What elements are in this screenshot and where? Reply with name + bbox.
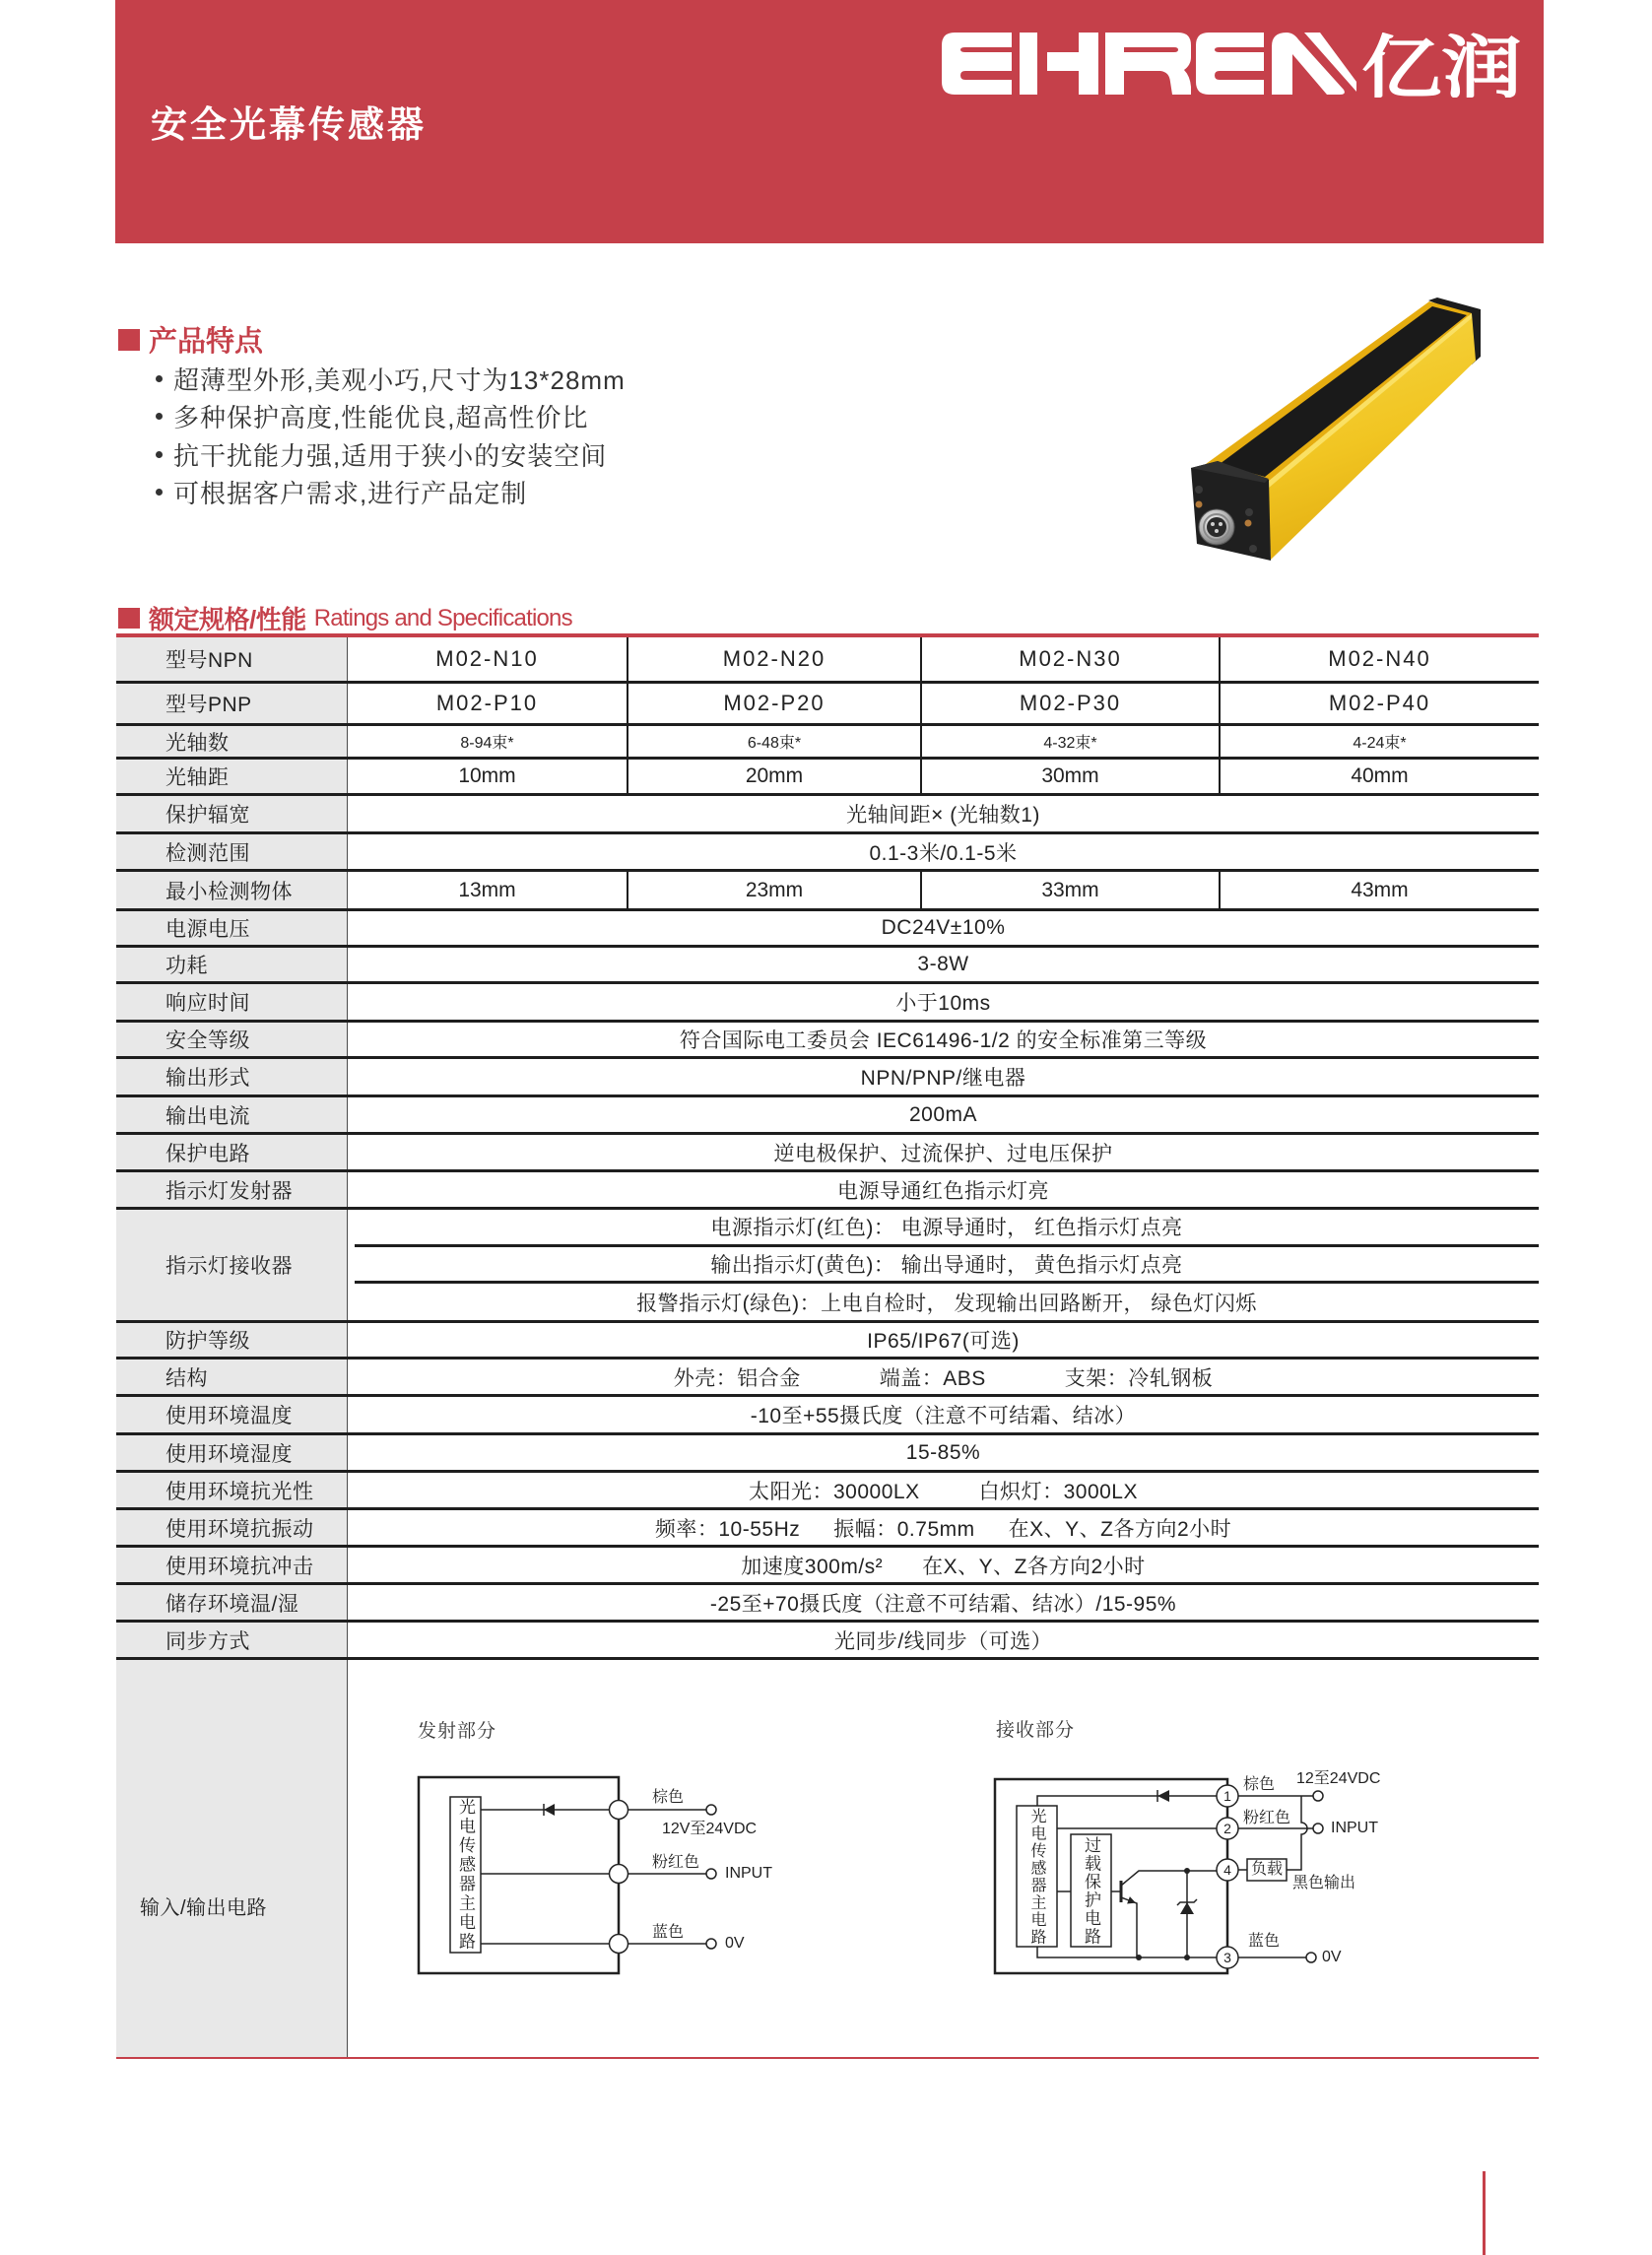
row-label: 结构 (116, 1360, 348, 1394)
features-heading (118, 319, 263, 360)
list-item (153, 398, 626, 436)
table-cell: 13mm (458, 878, 516, 901)
specs-heading-cn: 额定规格/性能 (149, 605, 306, 634)
section-marker-icon (118, 329, 140, 351)
table-row (116, 872, 1539, 911)
pin-number: 4 (1223, 1862, 1231, 1878)
table-row (116, 1135, 1539, 1172)
page-title: 安全光幕传感器 (151, 104, 427, 145)
table-cell: 43mm (1219, 872, 1539, 908)
table-row (116, 1510, 1539, 1548)
table-cell-group (348, 1210, 1539, 1320)
cell-part: 加速度300m/s² (741, 1555, 884, 1578)
emitter-main-circuit-label: 光电传感器主电路 (456, 1798, 475, 1952)
row-label: 指示灯接收器 (116, 1210, 348, 1320)
row-label: 功耗 (116, 948, 348, 981)
specs-table (116, 633, 1539, 2059)
list-item (153, 474, 626, 512)
wire-signal-label: 0V (725, 1935, 745, 1952)
row-label: 最小检测物体 (116, 872, 348, 908)
bullet-icon (156, 489, 163, 496)
table-cell: M02-P40 (1219, 684, 1539, 723)
cell-part: 太阳光：30000LX (749, 1480, 920, 1503)
table-row (116, 1059, 1539, 1097)
table-cell: 电源导通红色指示灯亮 (837, 1179, 1049, 1203)
pin-number: 1 (1223, 1788, 1231, 1804)
row-label: 安全等级 (116, 1023, 348, 1056)
row-label: 光轴数 (116, 726, 348, 757)
header-banner (115, 0, 1544, 243)
table-cell: 30mm (920, 760, 1219, 793)
bullet-icon (156, 375, 163, 382)
row-label: 检测范围 (116, 834, 348, 869)
wire-color-label: 蓝色 (652, 1924, 685, 1941)
wiring-diagram (348, 1660, 1539, 2057)
bullet-icon (156, 413, 163, 420)
bullet-icon (156, 451, 163, 458)
table-cell: -10至+55摄氏度（注意不可结霜、结冰） (750, 1405, 1137, 1427)
wire-signal-label: 0V (1322, 1949, 1342, 1965)
feature-text: 可根据客户需求,进行产品定制 (173, 479, 528, 509)
receiver-main-circuit-label: 光电传感器主电路 (1028, 1807, 1045, 1946)
table-cell: 4-32束* (920, 726, 1219, 757)
cell-part: 外壳：铝合金 (673, 1366, 801, 1390)
io-circuit-diagrams (348, 1660, 1539, 2057)
table-cell (348, 1360, 1539, 1394)
table-row (116, 1435, 1539, 1473)
table-cell: 15-85% (905, 1440, 981, 1464)
row-label: 储存环境温/湿 (116, 1585, 348, 1620)
row-label: 响应时间 (116, 984, 348, 1020)
table-row (116, 1023, 1539, 1059)
features-heading-text: 产品特点 (149, 326, 264, 358)
wire-color-label: 棕色 (652, 1789, 685, 1806)
wire-color-label: 粉红色 (652, 1854, 700, 1871)
wire-color-label: 蓝色 (1248, 1933, 1281, 1950)
wire-signal-label: INPUT (725, 1865, 772, 1882)
table-cell: 符合国际电工委员会 IEC61496-1/2 的安全标准第三等级 (679, 1029, 1208, 1052)
table-cell: 200mA (908, 1102, 978, 1126)
table-cell: 40mm (1219, 760, 1539, 793)
row-label: 光轴距 (116, 760, 348, 793)
table-cell (348, 1548, 1539, 1582)
table-row (116, 760, 1539, 796)
zener-diode-icon (1180, 1902, 1194, 1914)
row-label: 型号PNP (116, 684, 348, 723)
receiver-title: 接收部分 (996, 1720, 1076, 1741)
table-cell: M02-N20 (627, 637, 920, 681)
table-row (116, 911, 1539, 948)
table-row (116, 637, 1539, 684)
table-row (116, 984, 1539, 1023)
table-cell (348, 1510, 1539, 1545)
row-label: 使用环境湿度 (116, 1435, 348, 1470)
table-row (116, 1585, 1539, 1623)
specs-heading (118, 600, 572, 636)
row-label: 输入/输出电路 (116, 1660, 348, 2057)
cell-part: 在X、Y、Z各方向2小时 (1008, 1517, 1232, 1541)
row-label: 使用环境抗冲击 (116, 1548, 348, 1582)
table-cell: 4-24束* (1219, 726, 1539, 757)
list-item (153, 435, 626, 474)
table-cell: 10mm (458, 764, 516, 787)
list-item (153, 360, 626, 398)
row-label: 指示灯发射器 (116, 1172, 348, 1207)
feature-text: 超薄型外形,美观小巧,尺寸为13*28mm (173, 365, 626, 395)
row-label: 输出形式 (116, 1059, 348, 1094)
cell-part: 频率：10-55Hz (654, 1517, 801, 1541)
table-cell: M02-P30 (920, 684, 1219, 723)
table-cell: 光轴间距× (光轴数1) (846, 804, 1040, 827)
row-label: 保护辐宽 (116, 796, 348, 831)
table-cell: 6-48束* (627, 726, 920, 757)
table-row (116, 684, 1539, 726)
feature-text: 多种保护高度,性能优良,超高性价比 (173, 403, 589, 433)
wire-color-label: 粉红色 (1243, 1810, 1291, 1826)
row-label: 保护电路 (116, 1135, 348, 1169)
table-cell: 8-94束* (460, 735, 514, 752)
row-label: 输出电流 (116, 1097, 348, 1132)
row-label: 电源电压 (116, 911, 348, 945)
row-label: 型号NPN (116, 637, 348, 681)
table-cell: M02-N10 (435, 646, 539, 671)
table-row (116, 1097, 1539, 1135)
table-row (116, 1172, 1539, 1210)
diode-icon (544, 1804, 555, 1816)
table-row (116, 1623, 1539, 1660)
row-label: 使用环境抗光性 (116, 1473, 348, 1507)
cell-part: 振幅：0.75mm (833, 1517, 975, 1541)
table-row (116, 1473, 1539, 1510)
table-cell: 23mm (627, 872, 920, 908)
table-cell: M02-N30 (920, 637, 1219, 681)
page-edge-marker (1483, 2171, 1486, 2255)
table-row (116, 834, 1539, 872)
table-row-io-circuit (116, 1660, 1539, 2059)
overload-protection-label: 过载保护电路 (1082, 1835, 1100, 1946)
feature-text: 抗干扰能力强,适用于狭小的安装空间 (173, 440, 608, 471)
table-cell: 3-8W (917, 953, 969, 975)
table-cell: M02-N40 (1219, 637, 1539, 681)
table-cell (348, 1473, 1539, 1507)
table-subcell: 电源指示灯(红色)： 电源导通时， 红色指示灯点亮 (355, 1210, 1539, 1247)
table-row (116, 1360, 1539, 1397)
table-cell: -25至+70摄氏度（注意不可结霜、结冰）/15-95% (709, 1592, 1177, 1616)
table-row (116, 948, 1539, 984)
table-cell: DC24V±10% (881, 916, 1006, 939)
table-cell: M02-P10 (435, 691, 539, 715)
table-subcell: 报警指示灯(绿色)：上电自检时， 发现输出回路断开， 绿色灯闪烁 (636, 1292, 1257, 1315)
wire-color-label: 棕色 (1243, 1776, 1276, 1793)
specs-heading-en: Ratings and Specifications (313, 604, 572, 631)
table-cell: 20mm (627, 760, 920, 793)
table-row (116, 1323, 1539, 1360)
table-row (116, 1210, 1539, 1323)
cell-part: 支架：冷轧钢板 (1064, 1366, 1214, 1390)
table-cell: NPN/PNP/继电器 (860, 1067, 1026, 1090)
wire-signal-label: 12V至24VDC (662, 1821, 758, 1837)
table-cell: 光同步/线同步（可选） (833, 1629, 1053, 1653)
table-cell: 逆电极保护、过流保护、过电压保护 (773, 1142, 1113, 1165)
table-row (116, 726, 1539, 760)
section-marker-icon (118, 608, 140, 629)
diode-icon (1157, 1790, 1169, 1802)
row-label: 防护等级 (116, 1323, 348, 1357)
features-list (153, 360, 626, 511)
wire-signal-label: INPUT (1331, 1820, 1378, 1836)
cell-part: 白炽灯：3000LX (978, 1480, 1138, 1503)
table-cell: IP65/IP67(可选) (867, 1330, 1020, 1353)
row-label: 使用环境抗振动 (116, 1510, 348, 1545)
pin-number: 2 (1223, 1821, 1231, 1836)
table-cell: 33mm (920, 872, 1219, 908)
pin-number: 3 (1223, 1950, 1231, 1965)
table-cell: 小于10ms (895, 992, 991, 1015)
table-subcell: 输出指示灯(黄色)： 输出导通时， 黄色指示灯点亮 (355, 1247, 1539, 1285)
row-label: 使用环境温度 (116, 1397, 348, 1432)
table-cell: M02-P20 (627, 684, 920, 723)
load-label: 负载 (1250, 1861, 1283, 1878)
table-row (116, 796, 1539, 834)
brand-logo-chinese: 亿润 (1361, 33, 1522, 98)
cell-part: 端盖：ABS (879, 1366, 986, 1390)
cell-part: 在X、Y、Z各方向2小时 (922, 1555, 1146, 1578)
wire-signal-label: 12至24VDC (1296, 1770, 1381, 1787)
emitter-title: 发射部分 (418, 1721, 497, 1742)
brand-logo (942, 33, 1523, 98)
table-row (116, 1397, 1539, 1435)
wire-color-label: 黑色输出 (1292, 1875, 1356, 1891)
product-image (1162, 286, 1497, 571)
table-row (116, 1548, 1539, 1585)
row-label: 同步方式 (116, 1623, 348, 1657)
table-cell: 0.1-3米/0.1-5米 (869, 841, 1018, 865)
